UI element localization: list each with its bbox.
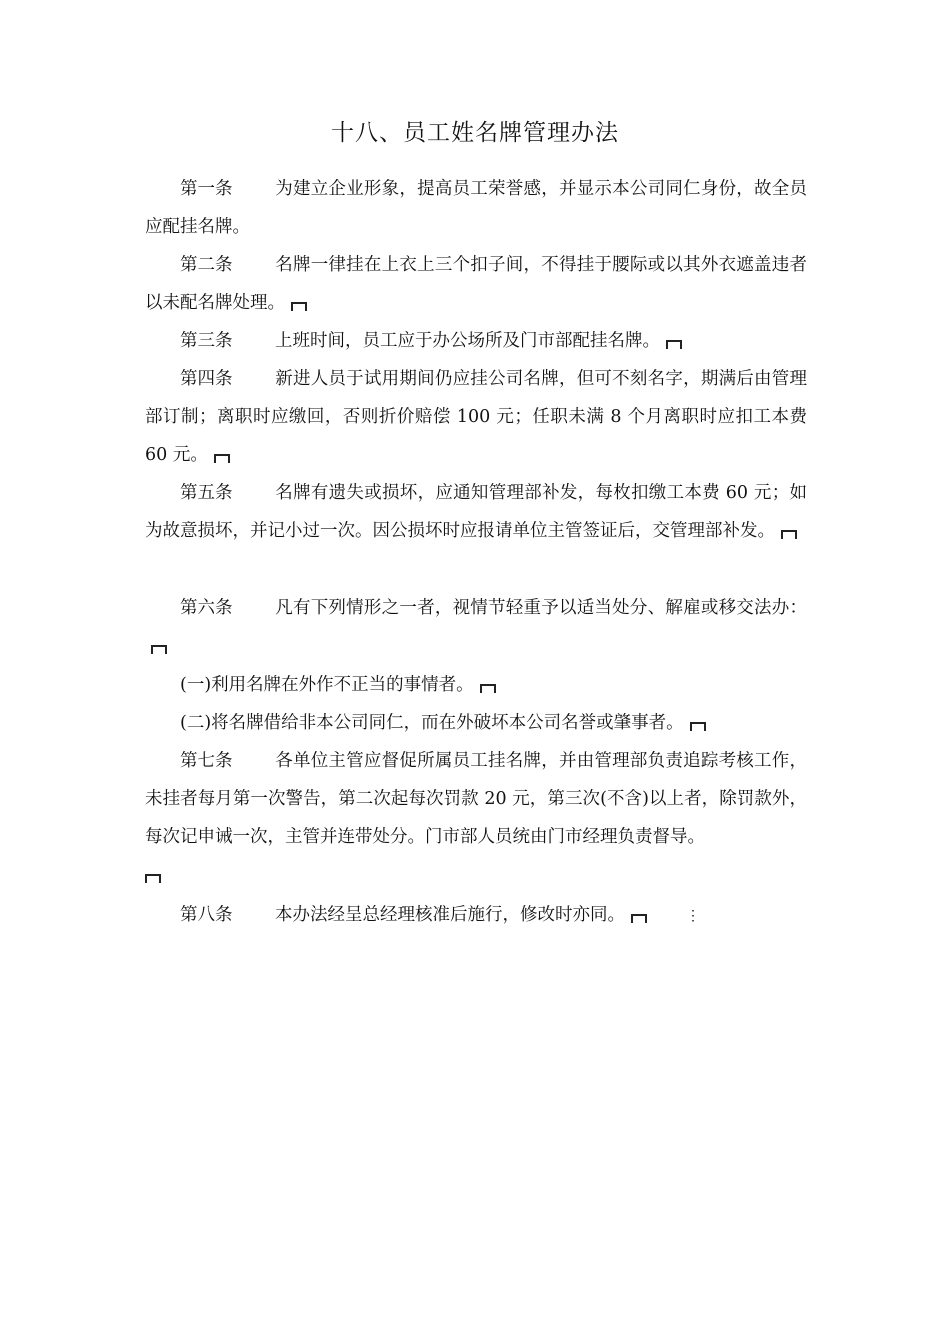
article-6-item-2 <box>145 704 807 742</box>
article-8-label: 第八条 <box>180 905 233 925</box>
paragraph-mark-icon <box>291 302 307 311</box>
paragraph-mark-icon <box>151 645 167 654</box>
article-8-text: 本办法经呈总经理核准后施行，修改时亦同。 <box>275 905 625 925</box>
paragraph-mark-icon <box>214 454 230 463</box>
article-6-label: 第六条 <box>180 598 233 618</box>
article-6-item-1-text: (一)利用名牌在外作不正当的事情者。 <box>180 675 474 695</box>
article-8 <box>145 896 807 935</box>
article-6-item-1 <box>145 666 807 704</box>
article-2 <box>145 246 807 322</box>
article-4-label: 第四条 <box>180 369 233 389</box>
document-title: 十八、员工姓名牌管理办法 <box>331 120 619 146</box>
article-2-text: 名牌一律挂在上衣上三个扣子间，不得挂于腰际或以其外衣遮盖违者以未配名牌处理。 <box>145 255 807 313</box>
article-4 <box>145 360 807 474</box>
article-1-text: 为建立企业形象，提高员工荣誉感，并显示本公司同仁身份，故全员应配挂名牌。 <box>145 179 807 237</box>
paragraph-mark-icon <box>145 874 161 883</box>
vertical-ellipsis-icon: ⋮ <box>686 908 700 924</box>
paragraph-mark-icon <box>480 684 496 693</box>
article-6 <box>145 589 807 665</box>
article-3 <box>145 322 807 360</box>
paragraph-mark-icon <box>781 530 797 539</box>
paragraph-mark-icon <box>666 340 682 349</box>
article-7 <box>145 742 807 894</box>
article-3-label: 第三条 <box>180 331 233 351</box>
article-6-text: 凡有下列情形之一者，视情节轻重予以适当处分、解雇或移交法办： <box>275 598 807 618</box>
article-5-text: 名牌有遗失或损坏，应通知管理部补发，每枚扣缴工本费 60 元；如为故意损坏，并记小过一次。因公损坏时应报请单位主管签证后，交管理部补发。 <box>145 483 807 541</box>
article-6-item-2-text: (二)将名牌借给非本公司同仁，而在外破坏本公司名誉或肇事者。 <box>180 713 684 733</box>
article-3-text: 上班时间，员工应于办公场所及门市部配挂名牌。 <box>275 331 660 351</box>
article-2-label: 第二条 <box>180 255 233 275</box>
article-5-label: 第五条 <box>180 483 233 503</box>
paragraph-mark-icon <box>631 914 647 923</box>
article-7-text: 各单位主管应督促所属员工挂名牌，并由管理部负责追踪考核工作，未挂者每月第一次警告，第二次起每次罚款 20 元，第三次(不含)以上者，除罚款外，每次记申诫一次，主管并连带处分。门市部人员统由门市经理负责督导。 <box>145 751 807 847</box>
article-1 <box>145 170 807 246</box>
article-1-label: 第一条 <box>180 179 233 199</box>
article-5 <box>145 474 807 550</box>
paragraph-mark-icon <box>690 722 706 731</box>
article-7-label: 第七条 <box>180 751 233 771</box>
article-4-text: 新进人员于试用期间仍应挂公司名牌，但可不刻名字，期满后由管理部订制；离职时应缴回，否则折价赔偿 100 元；任职未满 8 个月离职时应扣工本费 60 元。 <box>145 369 807 465</box>
